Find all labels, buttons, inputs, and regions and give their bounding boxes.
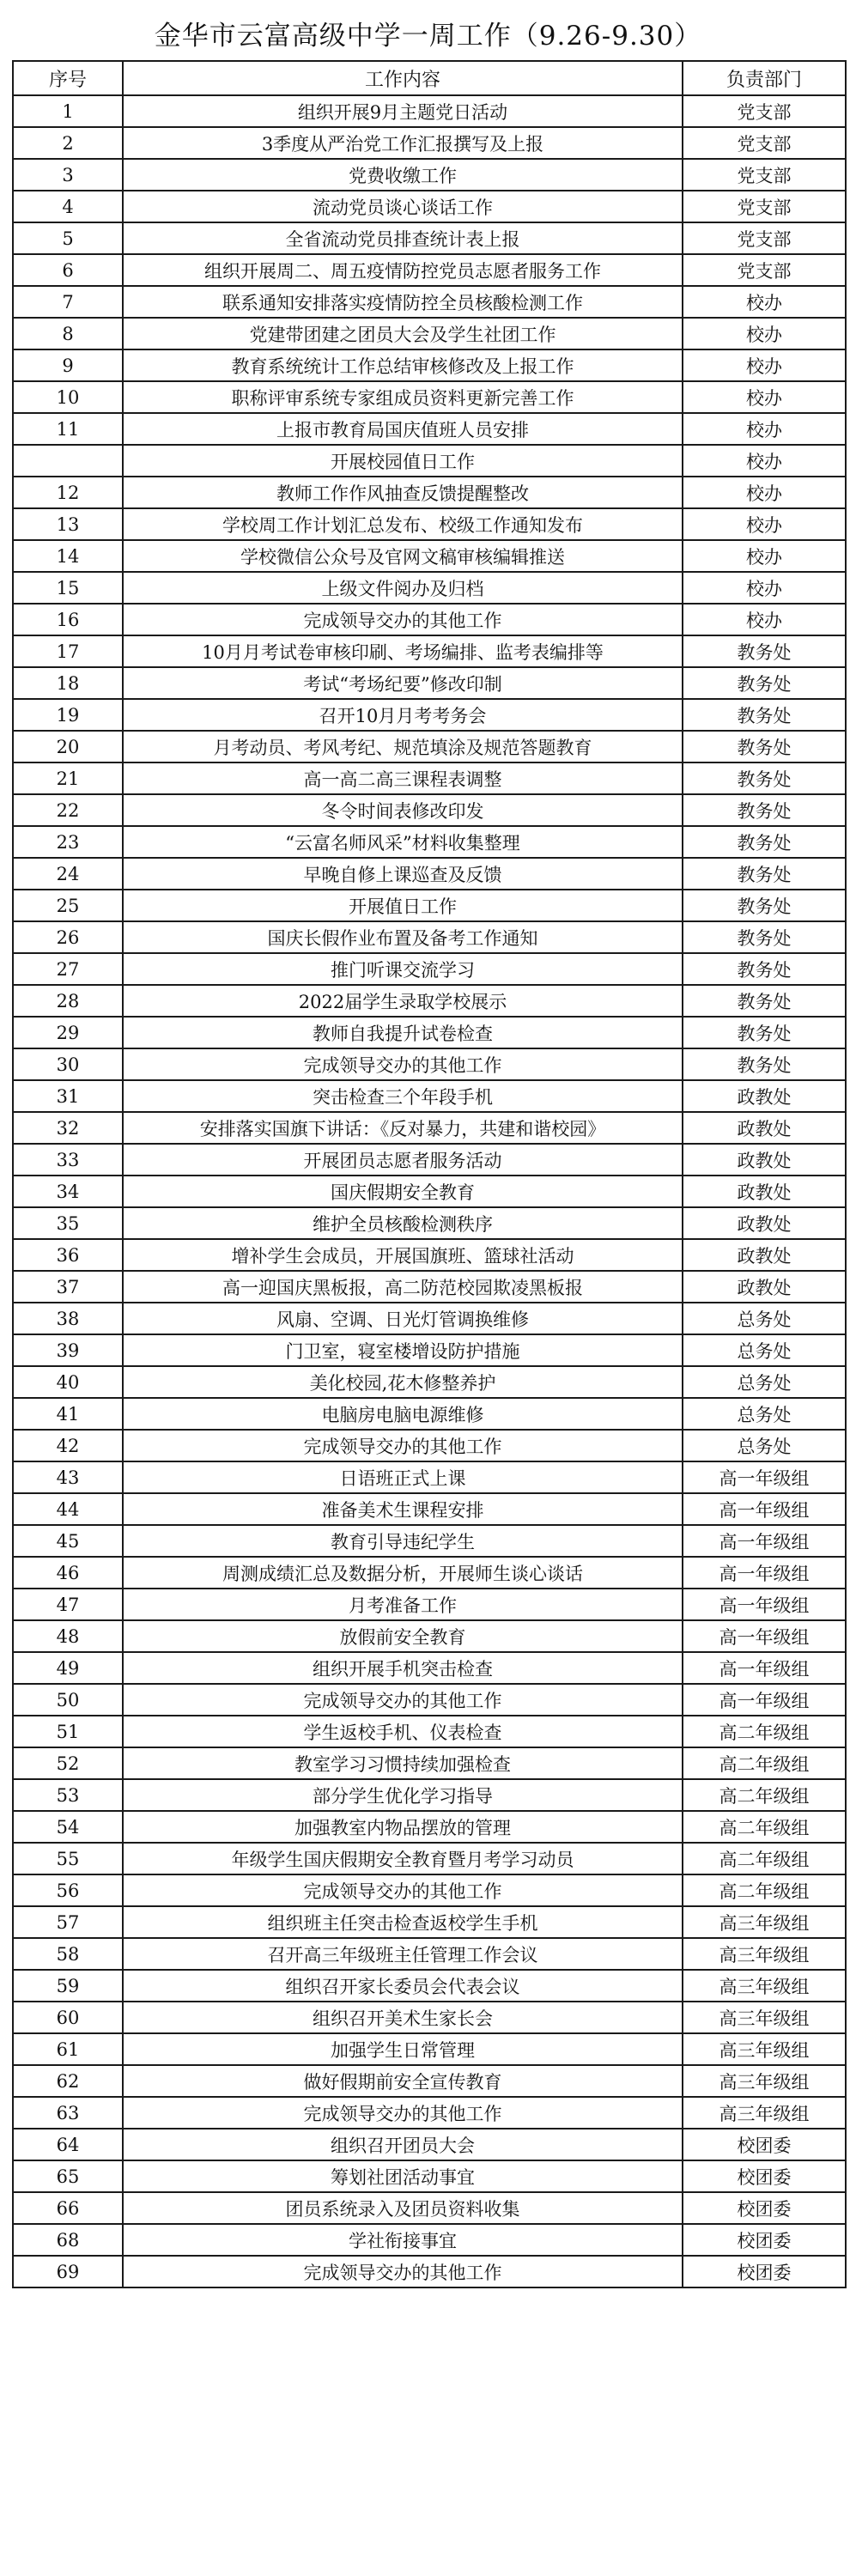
row-department: 教务处: [683, 953, 846, 985]
row-department: 高一年级组: [683, 1684, 846, 1716]
row-work-content: 筹划社团活动事宜: [123, 2160, 683, 2192]
table-row: [13, 1080, 846, 1112]
row-department: 高三年级组: [683, 1970, 846, 2002]
row-work-content: 全省流动党员排查统计表上报: [123, 222, 683, 254]
table-row: [13, 1779, 846, 1811]
table-row: [13, 1557, 846, 1589]
row-department: 教务处: [683, 794, 846, 826]
table-row: [13, 540, 846, 572]
table-row: [13, 604, 846, 635]
row-serial-number: 41: [13, 1398, 123, 1430]
row-work-content: 考试“考场纪要”修改印制: [123, 667, 683, 699]
table-row: [13, 1938, 846, 1970]
row-serial-number: 57: [13, 1906, 123, 1938]
row-work-content: 冬令时间表修改印发: [123, 794, 683, 826]
table-row: [13, 2002, 846, 2033]
table-row: [13, 1747, 846, 1779]
table-row: [13, 953, 846, 985]
row-work-content: 门卫室，寝室楼增设防护措施: [123, 1334, 683, 1366]
row-serial-number: 58: [13, 1938, 123, 1970]
row-department: 校办: [683, 381, 846, 413]
row-work-content: 风扇、空调、日光灯管调换维修: [123, 1303, 683, 1334]
row-work-content: 增补学生会成员，开展国旗班、篮球社活动: [123, 1239, 683, 1271]
row-department: 教务处: [683, 762, 846, 794]
row-serial-number: 23: [13, 826, 123, 858]
row-department: 校团委: [683, 2256, 846, 2287]
row-work-content: 国庆假期安全教育: [123, 1176, 683, 1207]
row-department: 校办: [683, 572, 846, 604]
row-serial-number: 59: [13, 1970, 123, 2002]
row-serial-number: 65: [13, 2160, 123, 2192]
row-serial-number: 45: [13, 1525, 123, 1557]
row-department: 高二年级组: [683, 1811, 846, 1843]
table-row: [13, 286, 846, 318]
row-department: 党支部: [683, 127, 846, 159]
row-department: 教务处: [683, 635, 846, 667]
row-serial-number: 3: [13, 159, 123, 191]
row-serial-number: 33: [13, 1144, 123, 1176]
row-serial-number: 50: [13, 1684, 123, 1716]
row-department: 党支部: [683, 95, 846, 127]
row-department: 教务处: [683, 921, 846, 953]
table-row: [13, 1176, 846, 1207]
row-department: 高三年级组: [683, 2097, 846, 2129]
table-row: [13, 2224, 846, 2256]
row-department: 教务处: [683, 699, 846, 731]
row-serial-number: 29: [13, 1017, 123, 1048]
row-work-content: 部分学生优化学习指导: [123, 1779, 683, 1811]
table-row: [13, 1398, 846, 1430]
table-row: [13, 731, 846, 762]
row-work-content: 党费收缴工作: [123, 159, 683, 191]
row-serial-number: 22: [13, 794, 123, 826]
row-work-content: 月考动员、考风考纪、规范填涂及规范答题教育: [123, 731, 683, 762]
row-work-content: 完成领导交办的其他工作: [123, 2097, 683, 2129]
row-serial-number: 53: [13, 1779, 123, 1811]
row-department: 政教处: [683, 1144, 846, 1176]
table-row: [13, 1906, 846, 1938]
table-row: [13, 1112, 846, 1144]
row-department: 校团委: [683, 2224, 846, 2256]
row-serial-number: 16: [13, 604, 123, 635]
table-row: [13, 222, 846, 254]
row-department: 总务处: [683, 1430, 846, 1461]
table-row: [13, 635, 846, 667]
table-row: [13, 1366, 846, 1398]
table-row: [13, 1144, 846, 1176]
row-work-content: 职称评审系统专家组成员资料更新完善工作: [123, 381, 683, 413]
row-serial-number: 24: [13, 858, 123, 890]
row-department: 高一年级组: [683, 1461, 846, 1493]
row-department: 校团委: [683, 2129, 846, 2160]
row-serial-number: 60: [13, 2002, 123, 2033]
row-department: 校办: [683, 318, 846, 349]
row-work-content: “云富名师风采”材料收集整理: [123, 826, 683, 858]
row-work-content: 国庆长假作业布置及备考工作通知: [123, 921, 683, 953]
row-work-content: 周测成绩汇总及数据分析，开展师生谈心谈话: [123, 1557, 683, 1589]
row-work-content: 2022届学生录取学校展示: [123, 985, 683, 1017]
row-serial-number: 14: [13, 540, 123, 572]
row-work-content: 早晚自修上课巡查及反馈: [123, 858, 683, 890]
row-department: 高一年级组: [683, 1525, 846, 1557]
row-serial-number: 47: [13, 1589, 123, 1620]
table-row: [13, 1017, 846, 1048]
table-row: [13, 445, 846, 477]
table-row: [13, 127, 846, 159]
table-row: [13, 477, 846, 508]
table-row: [13, 349, 846, 381]
row-department: 政教处: [683, 1080, 846, 1112]
row-serial-number: 31: [13, 1080, 123, 1112]
table-row: [13, 508, 846, 540]
table-row: [13, 2065, 846, 2097]
row-serial-number: 39: [13, 1334, 123, 1366]
row-department: 高二年级组: [683, 1716, 846, 1747]
row-work-content: 准备美术生课程安排: [123, 1493, 683, 1525]
table-row: [13, 2033, 846, 2065]
row-serial-number: 49: [13, 1652, 123, 1684]
row-work-content: 教师自我提升试卷检查: [123, 1017, 683, 1048]
row-serial-number: 1: [13, 95, 123, 127]
row-serial-number: 36: [13, 1239, 123, 1271]
row-work-content: 教室学习习惯持续加强检查: [123, 1747, 683, 1779]
table-row: [13, 858, 846, 890]
row-department: 党支部: [683, 159, 846, 191]
row-work-content: 组织开展周二、周五疫情防控党员志愿者服务工作: [123, 254, 683, 286]
row-serial-number: 11: [13, 413, 123, 445]
row-serial-number: 8: [13, 318, 123, 349]
row-work-content: 年级学生国庆假期安全教育暨月考学习动员: [123, 1843, 683, 1874]
row-serial-number: [13, 445, 123, 477]
row-work-content: 推门听课交流学习: [123, 953, 683, 985]
row-work-content: 团员系统录入及团员资料收集: [123, 2192, 683, 2224]
table-row: [13, 1620, 846, 1652]
row-department: 总务处: [683, 1303, 846, 1334]
row-serial-number: 34: [13, 1176, 123, 1207]
row-department: 高三年级组: [683, 1938, 846, 1970]
row-serial-number: 40: [13, 1366, 123, 1398]
table-row: [13, 1589, 846, 1620]
table-row: [13, 794, 846, 826]
row-serial-number: 18: [13, 667, 123, 699]
row-serial-number: 42: [13, 1430, 123, 1461]
row-department: 校办: [683, 604, 846, 635]
table-row: [13, 1461, 846, 1493]
table-row: [13, 2129, 846, 2160]
row-serial-number: 5: [13, 222, 123, 254]
row-serial-number: 66: [13, 2192, 123, 2224]
row-work-content: 高一高二高三课程表调整: [123, 762, 683, 794]
row-serial-number: 17: [13, 635, 123, 667]
weekly-work-table: [12, 60, 847, 2288]
document-title: 金华市云富高级中学一周工作（9.26-9.30）: [154, 21, 702, 52]
header-department: 负责部门: [683, 61, 846, 95]
row-department: 教务处: [683, 890, 846, 921]
row-department: 高一年级组: [683, 1557, 846, 1589]
row-department: 校办: [683, 477, 846, 508]
row-serial-number: 63: [13, 2097, 123, 2129]
header-serial-number: 序号: [13, 61, 123, 95]
row-serial-number: 15: [13, 572, 123, 604]
table-body: [13, 95, 846, 2287]
header-row: [13, 61, 846, 95]
table-row: [13, 1684, 846, 1716]
row-serial-number: 27: [13, 953, 123, 985]
row-department: 政教处: [683, 1239, 846, 1271]
row-work-content: 组织开展9月主题党日活动: [123, 95, 683, 127]
row-department: 校办: [683, 445, 846, 477]
table-row: [13, 1271, 846, 1303]
table-row: [13, 1303, 846, 1334]
table-row: [13, 921, 846, 953]
table-row: [13, 95, 846, 127]
row-serial-number: 32: [13, 1112, 123, 1144]
row-work-content: 学校周工作计划汇总发布、校级工作通知发布: [123, 508, 683, 540]
row-work-content: 高一迎国庆黑板报，高二防范校园欺凌黑板报: [123, 1271, 683, 1303]
row-department: 高一年级组: [683, 1652, 846, 1684]
row-department: 高二年级组: [683, 1779, 846, 1811]
row-department: 政教处: [683, 1271, 846, 1303]
row-department: 政教处: [683, 1176, 846, 1207]
table-row: [13, 1716, 846, 1747]
row-serial-number: 43: [13, 1461, 123, 1493]
table-row: [13, 2097, 846, 2129]
row-department: 教务处: [683, 667, 846, 699]
row-department: 总务处: [683, 1398, 846, 1430]
row-department: 校团委: [683, 2160, 846, 2192]
row-department: 教务处: [683, 826, 846, 858]
table-row: [13, 890, 846, 921]
row-serial-number: 20: [13, 731, 123, 762]
row-work-content: 联系通知安排落实疫情防控全员核酸检测工作: [123, 286, 683, 318]
table-row: [13, 667, 846, 699]
row-work-content: 日语班正式上课: [123, 1461, 683, 1493]
row-serial-number: 37: [13, 1271, 123, 1303]
row-work-content: 维护全员核酸检测秩序: [123, 1207, 683, 1239]
table-row: [13, 1525, 846, 1557]
row-serial-number: 51: [13, 1716, 123, 1747]
row-work-content: 电脑房电脑电源维修: [123, 1398, 683, 1430]
table-row: [13, 572, 846, 604]
table-row: [13, 1811, 846, 1843]
row-serial-number: 26: [13, 921, 123, 953]
table-row: [13, 1207, 846, 1239]
row-work-content: 完成领导交办的其他工作: [123, 1048, 683, 1080]
table-row: [13, 159, 846, 191]
row-work-content: 放假前安全教育: [123, 1620, 683, 1652]
row-serial-number: 4: [13, 191, 123, 222]
table-header: [13, 61, 846, 95]
row-department: 总务处: [683, 1334, 846, 1366]
row-work-content: 党建带团建之团员大会及学生社团工作: [123, 318, 683, 349]
table-row: [13, 191, 846, 222]
row-work-content: 美化校园,花木修整养护: [123, 1366, 683, 1398]
row-department: 校办: [683, 413, 846, 445]
row-work-content: 10月月考试卷审核印刷、考场编排、监考表编排等: [123, 635, 683, 667]
row-work-content: 学社衔接事宜: [123, 2224, 683, 2256]
row-serial-number: 28: [13, 985, 123, 1017]
row-work-content: 开展值日工作: [123, 890, 683, 921]
row-department: 高一年级组: [683, 1620, 846, 1652]
row-work-content: 教师工作作风抽查反馈提醒整改: [123, 477, 683, 508]
row-serial-number: 48: [13, 1620, 123, 1652]
table-row: [13, 381, 846, 413]
table-row: [13, 1652, 846, 1684]
table-row: [13, 2256, 846, 2287]
row-serial-number: 62: [13, 2065, 123, 2097]
row-work-content: 安排落实国旗下讲话：《反对暴力，共建和谐校园》: [123, 1112, 683, 1144]
row-work-content: 开展校园值日工作: [123, 445, 683, 477]
row-work-content: 突击检查三个年段手机: [123, 1080, 683, 1112]
row-work-content: 组织召开团员大会: [123, 2129, 683, 2160]
row-serial-number: 44: [13, 1493, 123, 1525]
row-work-content: 学生返校手机、仪表检查: [123, 1716, 683, 1747]
row-department: 高三年级组: [683, 2033, 846, 2065]
table-row: [13, 1048, 846, 1080]
row-department: 高三年级组: [683, 1906, 846, 1938]
row-serial-number: 46: [13, 1557, 123, 1589]
row-work-content: 教育引导违纪学生: [123, 1525, 683, 1557]
row-serial-number: 25: [13, 890, 123, 921]
row-serial-number: 35: [13, 1207, 123, 1239]
row-serial-number: 52: [13, 1747, 123, 1779]
row-department: 教务处: [683, 858, 846, 890]
row-serial-number: 7: [13, 286, 123, 318]
table-row: [13, 985, 846, 1017]
table-row: [13, 254, 846, 286]
row-department: 教务处: [683, 731, 846, 762]
row-department: 高一年级组: [683, 1493, 846, 1525]
table-row: [13, 413, 846, 445]
row-serial-number: 12: [13, 477, 123, 508]
row-serial-number: 38: [13, 1303, 123, 1334]
row-department: 高二年级组: [683, 1747, 846, 1779]
row-serial-number: 6: [13, 254, 123, 286]
row-serial-number: 2: [13, 127, 123, 159]
row-department: 政教处: [683, 1112, 846, 1144]
row-work-content: 组织开展手机突击检查: [123, 1652, 683, 1684]
row-work-content: 开展团员志愿者服务活动: [123, 1144, 683, 1176]
row-work-content: 召开高三年级班主任管理工作会议: [123, 1938, 683, 1970]
row-department: 校办: [683, 508, 846, 540]
table-row: [13, 1970, 846, 2002]
row-work-content: 完成领导交办的其他工作: [123, 2256, 683, 2287]
row-work-content: 3季度从严治党工作汇报撰写及上报: [123, 127, 683, 159]
row-department: 高一年级组: [683, 1589, 846, 1620]
row-serial-number: 21: [13, 762, 123, 794]
row-department: 党支部: [683, 191, 846, 222]
row-department: 高三年级组: [683, 2002, 846, 2033]
row-department: 政教处: [683, 1207, 846, 1239]
table-row: [13, 762, 846, 794]
table-row: [13, 1239, 846, 1271]
row-serial-number: 55: [13, 1843, 123, 1874]
row-department: 高二年级组: [683, 1843, 846, 1874]
row-work-content: 完成领导交办的其他工作: [123, 1874, 683, 1906]
row-serial-number: 54: [13, 1811, 123, 1843]
row-department: 校办: [683, 349, 846, 381]
row-work-content: 召开10月月考考务会: [123, 699, 683, 731]
row-work-content: 月考准备工作: [123, 1589, 683, 1620]
row-department: 教务处: [683, 985, 846, 1017]
row-work-content: 教育系统统计工作总结审核修改及上报工作: [123, 349, 683, 381]
row-department: 高二年级组: [683, 1874, 846, 1906]
row-serial-number: 68: [13, 2224, 123, 2256]
row-serial-number: 19: [13, 699, 123, 731]
row-work-content: 组织召开家长委员会代表会议: [123, 1970, 683, 2002]
table-row: [13, 826, 846, 858]
row-serial-number: 56: [13, 1874, 123, 1906]
row-work-content: 完成领导交办的其他工作: [123, 1430, 683, 1461]
table-row: [13, 1874, 846, 1906]
row-department: 党支部: [683, 222, 846, 254]
row-work-content: 上级文件阅办及归档: [123, 572, 683, 604]
table-row: [13, 1493, 846, 1525]
row-serial-number: 9: [13, 349, 123, 381]
row-department: 教务处: [683, 1048, 846, 1080]
row-work-content: 流动党员谈心谈话工作: [123, 191, 683, 222]
table-row: [13, 1430, 846, 1461]
row-work-content: 加强教室内物品摆放的管理: [123, 1811, 683, 1843]
table-row: [13, 2192, 846, 2224]
table-row: [13, 318, 846, 349]
row-department: 校办: [683, 540, 846, 572]
row-work-content: 完成领导交办的其他工作: [123, 604, 683, 635]
row-department: 教务处: [683, 1017, 846, 1048]
row-department: 校办: [683, 286, 846, 318]
row-department: 高三年级组: [683, 2065, 846, 2097]
row-department: 党支部: [683, 254, 846, 286]
header-work-content: 工作内容: [123, 61, 683, 95]
row-serial-number: 64: [13, 2129, 123, 2160]
table-row: [13, 1843, 846, 1874]
row-work-content: 组织班主任突击检查返校学生手机: [123, 1906, 683, 1938]
row-work-content: 上报市教育局国庆值班人员安排: [123, 413, 683, 445]
row-serial-number: 10: [13, 381, 123, 413]
row-work-content: 加强学生日常管理: [123, 2033, 683, 2065]
row-serial-number: 30: [13, 1048, 123, 1080]
row-department: 总务处: [683, 1366, 846, 1398]
row-work-content: 学校微信公众号及官网文稿审核编辑推送: [123, 540, 683, 572]
row-work-content: 组织召开美术生家长会: [123, 2002, 683, 2033]
table-row: [13, 1334, 846, 1366]
row-serial-number: 69: [13, 2256, 123, 2287]
table-row: [13, 2160, 846, 2192]
row-work-content: 完成领导交办的其他工作: [123, 1684, 683, 1716]
table-row: [13, 699, 846, 731]
row-work-content: 做好假期前安全宣传教育: [123, 2065, 683, 2097]
row-serial-number: 13: [13, 508, 123, 540]
row-department: 校团委: [683, 2192, 846, 2224]
row-serial-number: 61: [13, 2033, 123, 2065]
